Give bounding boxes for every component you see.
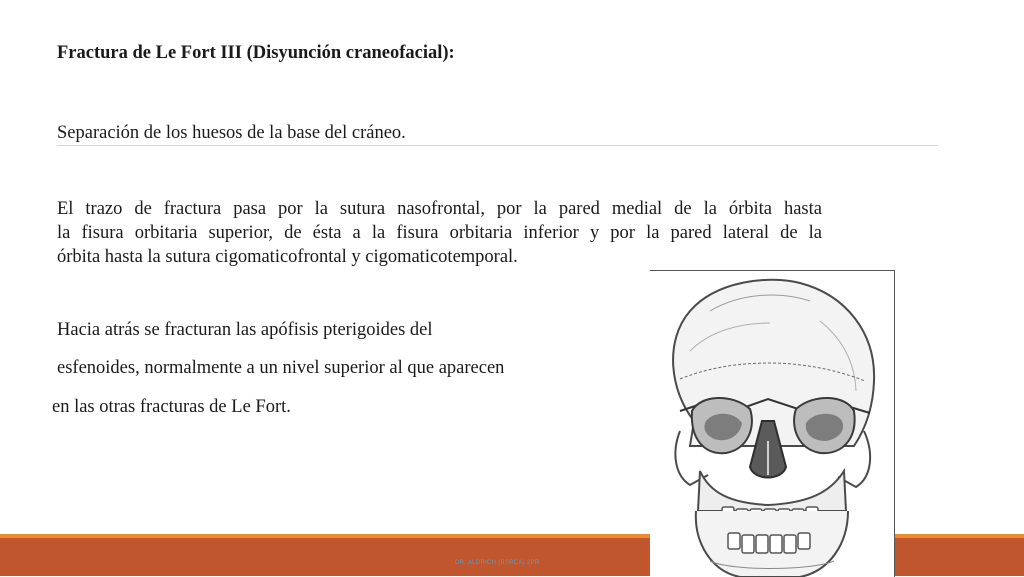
skull-illustration-icon — [650, 270, 895, 577]
paragraph-line: en las otras fracturas de Le Fort. — [52, 397, 291, 417]
paragraph-line: la fisura orbitaria superior, de ésta a la fisura orbitaria inferior y por la pared lateral de la — [57, 223, 822, 243]
slide-title: Fractura de Le Fort III (Disyunción craneofacial): — [57, 43, 455, 63]
paragraph-fracture-line — [57, 197, 822, 269]
footer-text: DR. ALDRICH (BSRCA) 2PR — [455, 560, 540, 566]
paragraph-line: esfenoides, normalmente a un nivel superior al que aparecen — [57, 358, 505, 378]
slide-subtitle: Separación de los huesos de la base del cráneo. — [57, 123, 406, 143]
paragraph-line: órbita hasta la sutura cigomaticofrontal y cigomaticotemporal. — [57, 247, 518, 267]
divider-line — [57, 145, 938, 146]
paragraph-line: Hacia atrás se fracturan las apófisis pterigoides del — [57, 320, 433, 340]
paragraph-line: El trazo de fractura pasa por la sutura nasofrontal, por la pared medial de la órbita hasta — [57, 199, 822, 219]
